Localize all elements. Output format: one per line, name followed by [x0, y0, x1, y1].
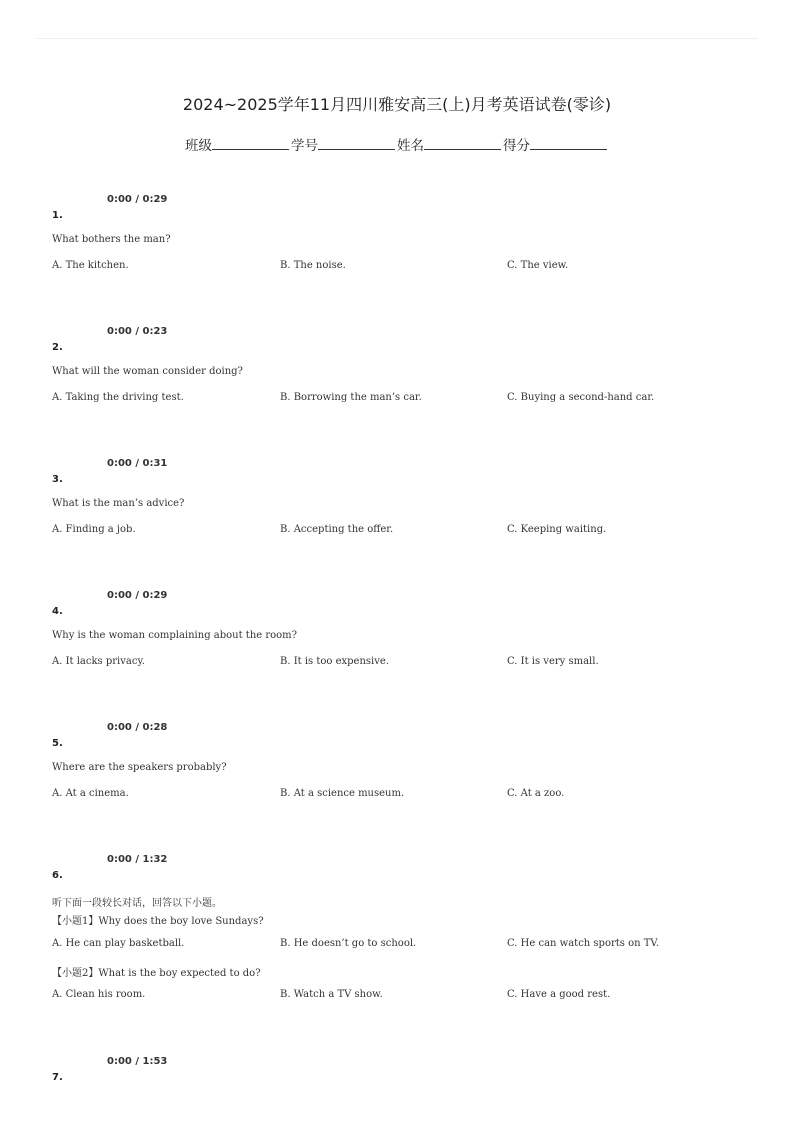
student-info-fields: [0, 134, 794, 154]
option-a[interactable]: A. It lacks privacy.: [52, 656, 145, 667]
question-number: 3.: [52, 474, 63, 485]
option-b[interactable]: B. Accepting the offer.: [280, 524, 394, 535]
field-label-class: 班级: [185, 138, 212, 154]
audio-player[interactable]: 0:00 / 1:53: [107, 1056, 168, 1067]
question-stem: What bothers the man?: [52, 234, 171, 245]
audio-player[interactable]: 0:00 / 0:23: [107, 326, 168, 337]
option-b[interactable]: B. At a science museum.: [280, 788, 405, 799]
passage-intro: 听下面一段较长对话，回答以下小题。: [52, 898, 222, 909]
option-b[interactable]: B. It is too expensive.: [280, 656, 389, 667]
question-number: 2.: [52, 342, 63, 353]
question-stem: Why is the woman complaining about the room?: [52, 630, 298, 641]
sub-2-option-c[interactable]: C. Have a good rest.: [507, 989, 611, 1000]
option-c[interactable]: C. It is very small.: [507, 656, 599, 667]
top-divider: [36, 38, 758, 39]
option-c[interactable]: C. Keeping waiting.: [507, 524, 607, 535]
student-id-blank[interactable]: [318, 137, 395, 150]
option-c[interactable]: C. The view.: [507, 260, 569, 271]
sub-2-option-b[interactable]: B. Watch a TV show.: [280, 989, 383, 1000]
class-blank[interactable]: [212, 137, 289, 150]
question-number: 6.: [52, 870, 63, 881]
score-blank[interactable]: [530, 137, 607, 150]
sub-2-option-a[interactable]: A. Clean his room.: [52, 989, 146, 1000]
question-stem: What is the man’s advice?: [52, 498, 185, 509]
option-a[interactable]: A. Taking the driving test.: [52, 392, 184, 403]
option-c[interactable]: C. At a zoo.: [507, 788, 565, 799]
question-stem: Where are the speakers probably?: [52, 762, 227, 773]
audio-player[interactable]: 0:00 / 1:32: [107, 854, 168, 865]
audio-player[interactable]: 0:00 / 0:31: [107, 458, 168, 469]
question-number: 1.: [52, 210, 63, 221]
option-c[interactable]: C. Buying a second-hand car.: [507, 392, 655, 403]
sub-1-option-b[interactable]: B. He doesn’t go to school.: [280, 938, 417, 949]
field-label-name: 姓名: [397, 138, 424, 154]
sub-1-option-c[interactable]: C. He can watch sports on TV.: [507, 938, 660, 949]
option-b[interactable]: B. Borrowing the man’s car.: [280, 392, 422, 403]
field-label-id: 学号: [291, 138, 318, 154]
exam-title: 2024~2025学年11月四川雅安高三(上)月考英语试卷(零诊): [182, 95, 612, 114]
question-number: 5.: [52, 738, 63, 749]
question-number: 7.: [52, 1072, 63, 1083]
option-a[interactable]: A. The kitchen.: [52, 260, 129, 271]
option-a[interactable]: A. At a cinema.: [52, 788, 129, 799]
name-blank[interactable]: [424, 137, 501, 150]
question-stem: What will the woman consider doing?: [52, 366, 243, 377]
audio-player[interactable]: 0:00 / 0:28: [107, 722, 168, 733]
option-b[interactable]: B. The noise.: [280, 260, 346, 271]
question-number: 4.: [52, 606, 63, 617]
sub-question-1-stem: 【小题1】Why does the boy love Sundays?: [52, 916, 264, 927]
audio-player[interactable]: 0:00 / 0:29: [107, 590, 168, 601]
option-a[interactable]: A. Finding a job.: [52, 524, 136, 535]
audio-player[interactable]: 0:00 / 0:29: [107, 194, 168, 205]
sub-question-2-stem: 【小题2】What is the boy expected to do?: [52, 968, 261, 979]
sub-1-option-a[interactable]: A. He can play basketball.: [52, 938, 185, 949]
field-label-score: 得分: [503, 138, 530, 154]
